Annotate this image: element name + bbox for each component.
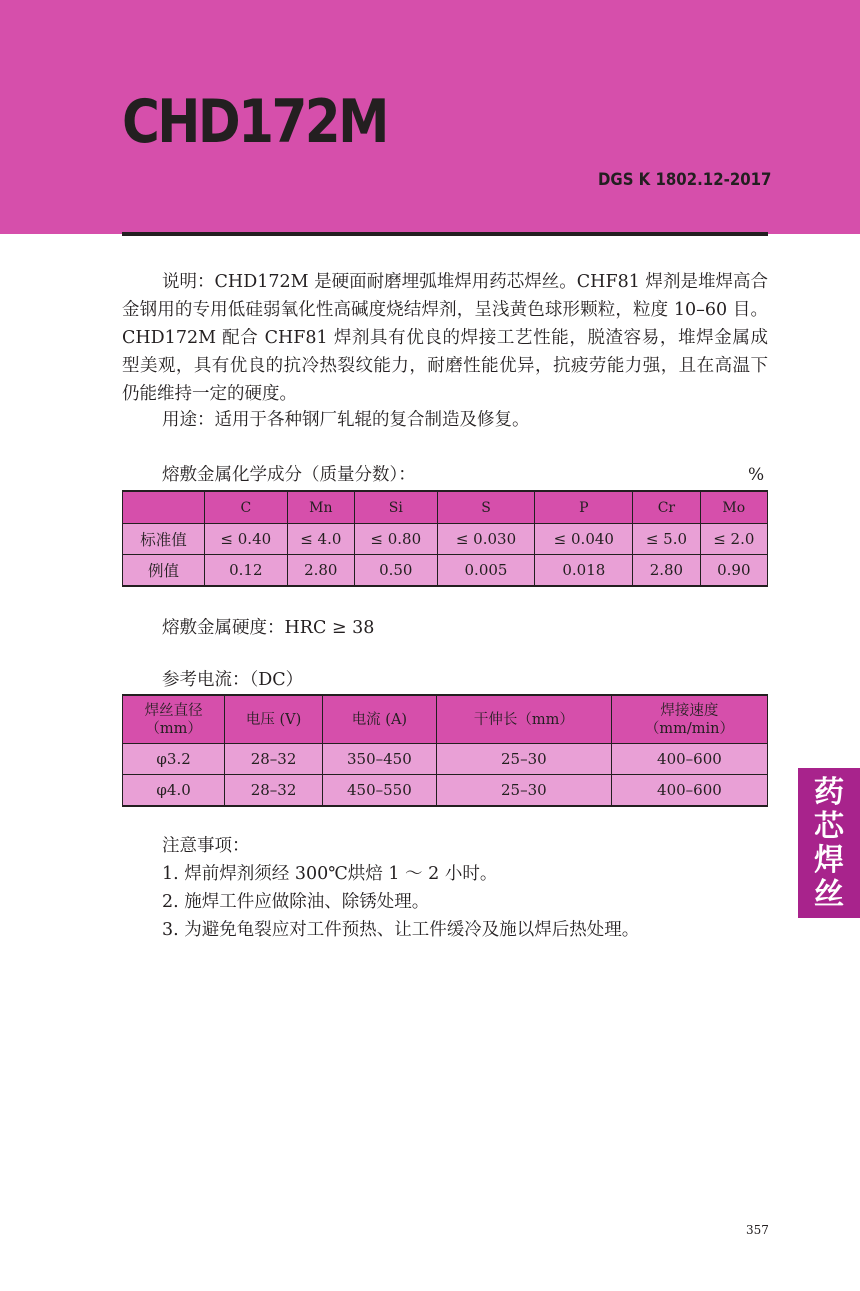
chemistry-unit: % [748,465,765,485]
table-cell: 0.12 [205,555,288,587]
table-row [123,775,768,807]
current-type: （DC） [249,670,304,690]
column-header: 电流 (A) [322,695,436,744]
chemistry-table [122,490,768,587]
table-cell: ≤ 0.80 [354,524,437,555]
section-tab: 药 芯 焊 丝 [798,768,860,918]
table-cell: φ4.0 [123,775,225,807]
list-item: 1. 焊前焊剂须经 300℃烘焙 1 ～ 2 小时。 [162,864,498,884]
product-title: CHD172M [122,87,387,157]
element-header: Cr [633,491,700,524]
table-cell: 2.80 [287,555,354,587]
column-header: 焊接速度 （mm/min） [611,695,767,744]
hardness-label: 熔敷金属硬度： [162,618,285,638]
hardness-value: HRC ≥ 38 [284,618,375,638]
page-number: 357 [746,1223,769,1237]
current-heading [162,666,303,694]
list-item: 2. 施焊工件应做除油、除锈处理。 [162,892,430,912]
table-cell: 400–600 [611,744,767,775]
table-cell: ≤ 0.030 [437,524,535,555]
table-row [123,744,768,775]
table-cell: 25–30 [436,744,611,775]
hardness-line [162,614,374,642]
table-row [123,555,768,587]
element-header: Si [354,491,437,524]
element-header: P [535,491,633,524]
table-cell: 0.005 [437,555,535,587]
table-cell: 0.90 [700,555,767,587]
table-cell: 0.50 [354,555,437,587]
element-header: Mn [287,491,354,524]
usage-text: 适用于各种钢厂轧辊的复合制造及修复。 [214,410,530,430]
table-cell: 25–30 [436,775,611,807]
current-table [122,694,768,807]
table-cell: 450–550 [322,775,436,807]
element-header: S [437,491,535,524]
table-cell: 28–32 [225,744,323,775]
notes-section [162,832,639,944]
table-cell: ≤ 0.40 [205,524,288,555]
description-paragraph [122,268,768,408]
usage-label: 用途： [162,410,215,430]
table-cell: 0.018 [535,555,633,587]
table-cell: ≤ 0.040 [535,524,633,555]
table-cell: 2.80 [633,555,700,587]
table-cell: φ3.2 [123,744,225,775]
standard-code: DGS K 1802.12-2017 [598,170,772,190]
title-rule [122,232,768,236]
table-row [123,524,768,555]
chemistry-heading: 熔敷金属化学成分（质量分数）： [162,465,416,485]
element-header: Mo [700,491,767,524]
table-cell: 400–600 [611,775,767,807]
table-cell: ≤ 4.0 [287,524,354,555]
notes-title: 注意事项： [162,836,250,856]
current-label: 参考电流： [162,670,250,690]
table-cell: ≤ 2.0 [700,524,767,555]
row-label: 例值 [123,555,205,587]
element-header: C [205,491,288,524]
table-cell: ≤ 5.0 [633,524,700,555]
usage-line [162,406,530,434]
chemistry-header-row [123,491,768,524]
row-label: 标准值 [123,524,205,555]
column-header: 干伸长（mm） [436,695,611,744]
description-label: 说明： [162,272,215,292]
current-header-row [123,695,768,744]
column-header: 电压 (V) [225,695,323,744]
description-text: CHD172M 是硬面耐磨埋弧堆焊用药芯焊丝。CHF81 焊剂是堆焊高合金钢用的专用低硅弱氧化性高碱度烧结焊剂，呈浅黄色球形颗粒，粒度 10–60 目。CHD172M 配合 CHF81 焊剂具有优良的焊接工艺性能，脱渣容易，堆焊金属成型美观，具有优良的抗冷热裂纹能力，耐磨性能优异，抗疲劳能力强，且在高温下仍能维持一定的硬度。 [122,272,768,404]
table-cell: 350–450 [322,744,436,775]
table-cell: 28–32 [225,775,323,807]
column-header: 焊丝直径 （mm） [123,695,225,744]
chemistry-corner [123,491,205,524]
header-banner [0,0,860,234]
list-item: 3. 为避免龟裂应对工件预热、让工件缓冷及施以焊后热处理。 [162,920,640,940]
